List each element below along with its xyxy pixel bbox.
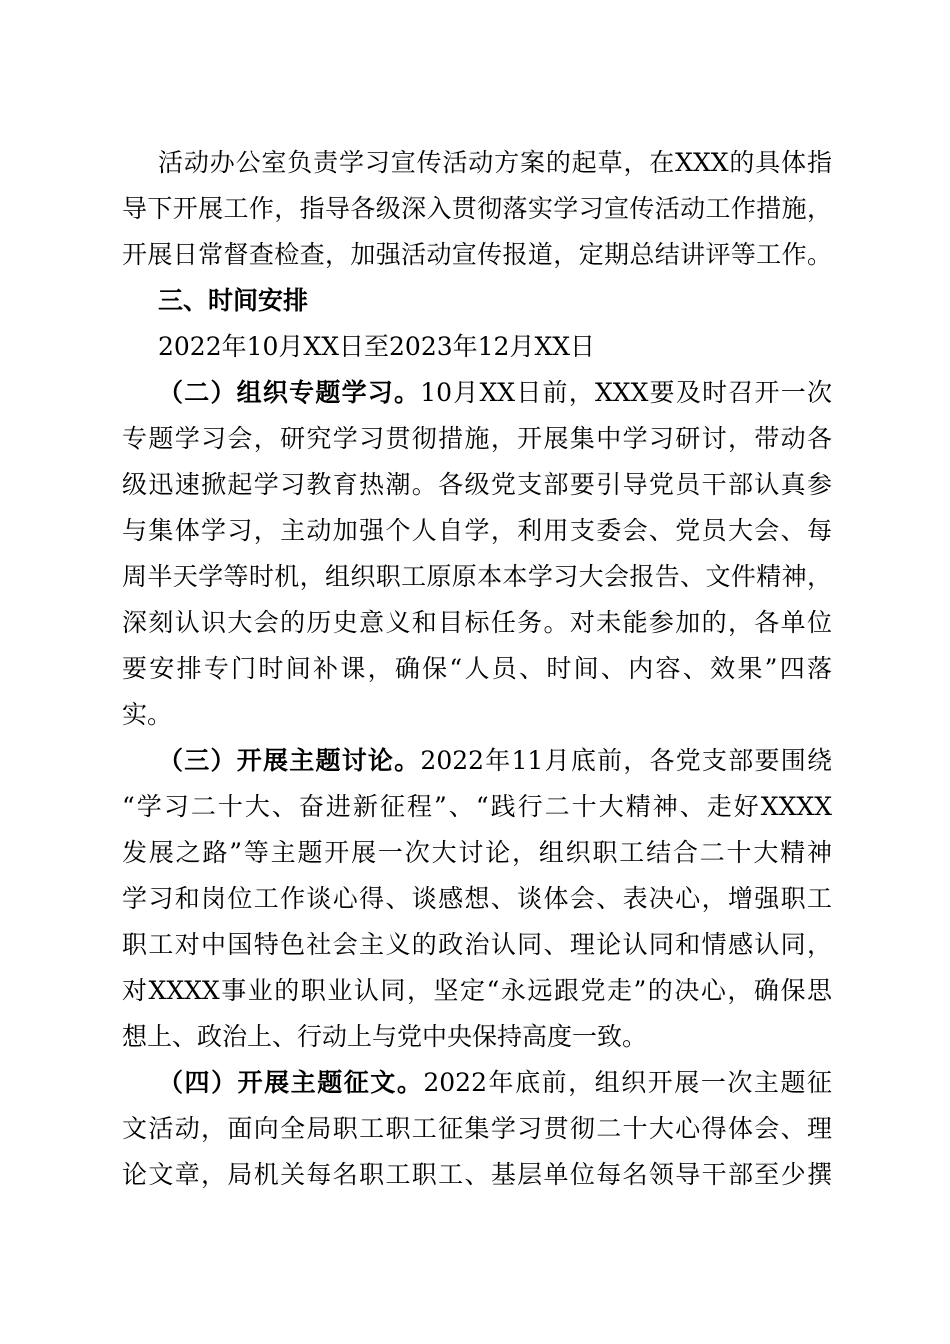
item-four-title: （四）开展主题征文。	[158, 1068, 424, 1097]
item-three-line-6: 对XXXX事业的职业认同，坚定“永远跟党走”的决心，确保思	[122, 976, 832, 1005]
item-two-line-4: 与集体学习，主动加强个人自学，利用支委会、党员大会、每	[122, 516, 832, 545]
item-three-line-3: 发展之路”等主题开展一次大讨论，组织职工结合二十大精神	[122, 838, 832, 867]
item-three-line-7: 想上、政治上、行动上与党中央保持高度一致。	[122, 1022, 648, 1051]
item-two-title: （二）组织专题学习。	[158, 378, 421, 407]
item-two-first-line-rest: 10月XX日前，XXX要及时召开一次	[420, 378, 832, 407]
item-two-line-3: 级迅速掀起学习教育热潮。各级党支部要引导党员干部认真参	[122, 470, 832, 499]
item-three-line-4: 学习和岗位工作谈心得、谈感想、谈体会、表决心，增强职工	[122, 884, 832, 913]
item-four-line-1	[158, 1063, 832, 1103]
item-four-first-line-rest: 2022年底前，组织开展一次主题征	[423, 1068, 832, 1097]
item-three-line-1	[158, 741, 832, 781]
item-three-line-2: “学习二十大、奋进新征程”、“践行二十大精神、走好XXXX	[122, 792, 832, 821]
office-paragraph-line-2: 导下开展工作，指导各级深入贯彻落实学习宣传活动工作措施，	[122, 194, 832, 223]
item-four-line-3: 论文章，局机关每名职工职工、基层单位每名领导干部至少撰	[122, 1160, 832, 1189]
office-paragraph-line-1: 活动办公室负责学习宣传活动方案的起草，在XXX的具体指	[158, 148, 832, 177]
item-three-first-line-rest: 2022年11月底前，各党支部要围绕	[420, 746, 832, 775]
item-three-title: （三）开展主题讨论。	[158, 746, 421, 775]
item-two-line-2: 专题学习会，研究学习贯彻措施，开展集中学习研讨，带动各	[122, 424, 832, 453]
item-two-line-8: 实。	[122, 700, 173, 729]
item-two-line-5: 周半天学等时机，组织职工原原本本学习大会报告、文件精神，	[122, 562, 832, 591]
item-three-line-5: 职工对中国特色社会主义的政治认同、理论认同和情感认同，	[122, 930, 832, 959]
section-heading-schedule: 三、时间安排	[158, 286, 309, 315]
office-paragraph-line-3: 开展日常督查检查，加强活动宣传报道，定期总结讲评等工作。	[122, 240, 832, 269]
item-two-line-1	[158, 373, 832, 413]
item-four-line-2: 文活动，面向全局职工职工征集学习贯彻二十大心得体会、理	[122, 1114, 832, 1143]
item-two-line-6: 深刻认识大会的历史意义和目标任务。对未能参加的，各单位	[122, 608, 832, 637]
date-range: 2022年10月XX日至2023年12月XX日	[158, 332, 596, 361]
item-two-line-7: 要安排专门时间补课，确保“人员、时间、内容、效果”四落	[122, 654, 832, 683]
